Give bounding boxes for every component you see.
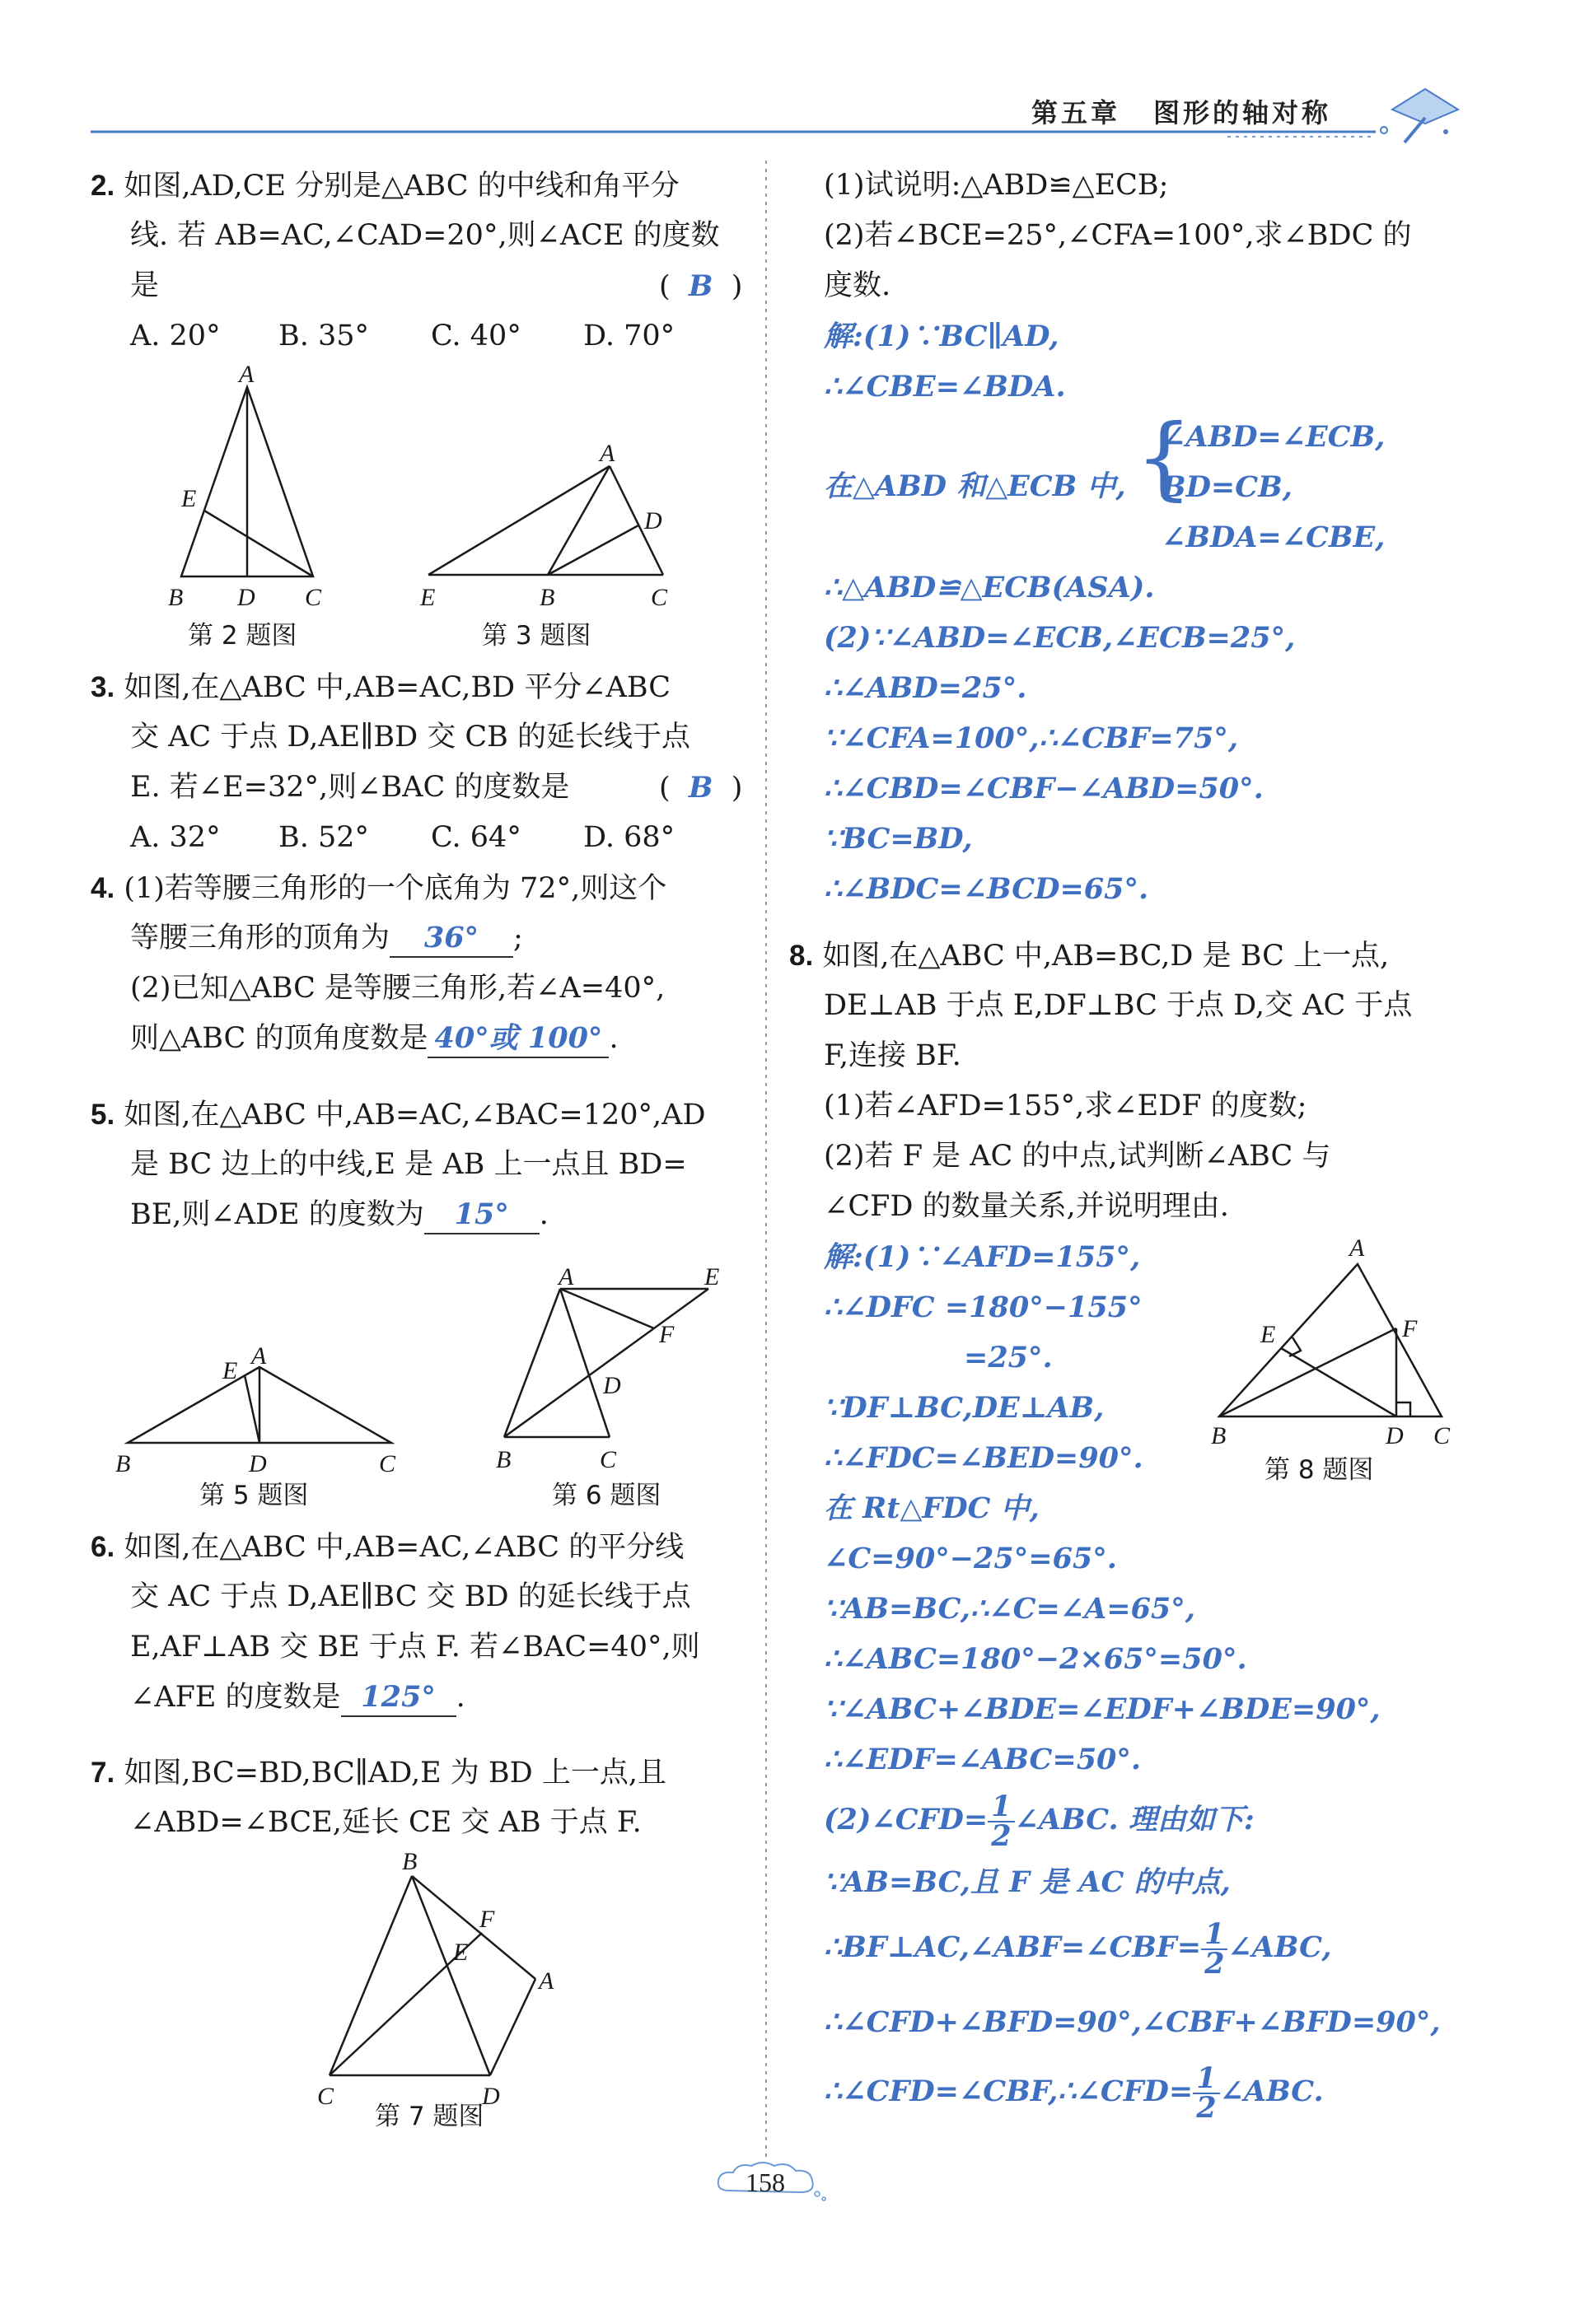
vertex-label: A	[251, 1342, 267, 1370]
answer-choice: B	[688, 771, 713, 805]
question-number: 8.	[789, 940, 814, 972]
figure-caption: 第 8 题图	[1264, 1455, 1374, 1485]
answer-blank: 40°或 100°	[428, 1020, 609, 1058]
vertex-label: D	[249, 1450, 267, 1477]
solution-line: (2)∵∠ABD=∠ECB,∠ECB=25°,	[824, 621, 1296, 655]
solution-line: BD=CB,	[1162, 470, 1293, 504]
answer-blank: 15°	[424, 1197, 540, 1234]
vertex-label: B	[540, 584, 555, 611]
solution-line: ∴BF⊥AC,∠ABF=∠CBF= $\frac{1}{2}$ ∠ABC,	[824, 1916, 1332, 1981]
vertex-label: D	[603, 1372, 621, 1399]
vertex-label: A	[559, 1263, 574, 1290]
question-6	[91, 1522, 684, 1573]
solution-line: ∵∠CFA=100°,∴∠CBF=75°,	[824, 721, 1239, 755]
question-text: (2)已知△ABC 是等腰三角形,若∠A=40°,	[130, 972, 666, 1005]
vertex-label: E	[181, 485, 197, 512]
vertex-label: C	[600, 1446, 617, 1473]
page-number: 158	[746, 2168, 785, 2197]
question-3	[91, 662, 671, 713]
fraction: $\frac{1}{2}$	[1201, 1920, 1227, 1978]
figure-caption: 第 6 题图	[552, 1481, 661, 1510]
solution-line: ∴∠CFD+∠BFD=90°,∠CBF+∠BFD=90°,	[824, 2005, 1441, 2039]
pencil-cap-icon	[1367, 72, 1466, 147]
solution-line: ∴∠CBE=∠BDA.	[824, 370, 1066, 404]
solution-line: (2)∠CFD= $\frac{1}{2}$ ∠ABC. 理由如下:	[824, 1789, 1255, 1853]
solution-line: =25°.	[964, 1341, 1053, 1374]
question-text: 如图,AD,CE 分别是△ABC 的中线和角平分	[124, 170, 680, 203]
answer-choice: B	[688, 269, 713, 303]
answer-paren: ( B )	[659, 771, 743, 805]
vertex-label: A	[600, 440, 615, 467]
question-text: ∠CFD 的数量关系,并说明理由.	[824, 1190, 1229, 1223]
solution-line: ∴∠EDF=∠ABC=50°.	[824, 1743, 1142, 1776]
chapter-label: 第五章	[1031, 97, 1121, 128]
solution-line: ∵AB=BC,∴∠C=∠A=65°,	[824, 1592, 1195, 1626]
question-text: BE,则∠ADE 的度数为 15° .	[130, 1190, 549, 1240]
solution-line: ∴∠ABD=25°.	[824, 671, 1027, 705]
vertex-label: C	[1433, 1422, 1451, 1449]
vertex-label: F	[659, 1321, 675, 1348]
solution-line: 在 Rt△FDC 中,	[824, 1491, 1040, 1525]
question-text: 如图,在△ABC 中,AB=BC,D 是 BC 上一点,	[822, 940, 1390, 973]
question-number: 7.	[91, 1757, 115, 1789]
question-number: 5.	[91, 1099, 115, 1131]
vertex-label: C	[317, 2083, 334, 2108]
solution-line: 解:(1)∵∠AFD=155°,	[824, 1240, 1141, 1274]
figure-8	[1211, 1231, 1458, 1454]
question-number: 4.	[91, 872, 115, 904]
question-text: 度数.	[824, 269, 891, 302]
solution-line: ∠C=90°−25°=65°.	[824, 1542, 1117, 1575]
vertex-label: F	[479, 1906, 495, 1933]
question-text: 是 BC 边上的中线,E 是 AB 上一点且 BD=	[130, 1148, 687, 1181]
vertex-label: C	[651, 584, 668, 611]
solution-line: ∵BC=BD,	[824, 822, 973, 856]
figure-7	[305, 1845, 585, 2108]
question-7	[91, 1748, 666, 1799]
solution-line: ∠ABD=∠ECB,	[1162, 420, 1386, 454]
question-text: (2)若 F 是 AC 的中点,试判断∠ABC 与	[824, 1140, 1331, 1173]
solution-line: ∠BDA=∠CBE,	[1162, 520, 1386, 554]
vertex-label: B	[402, 1848, 418, 1875]
question-5	[91, 1090, 706, 1141]
question-text: 交 AC 于点 D,AE∥BC 交 BD 的延长线于点	[130, 1580, 691, 1613]
vertex-label: A	[1349, 1234, 1365, 1262]
question-number: 6.	[91, 1531, 115, 1563]
solution-line: ∴∠ABC=180°−2×65°=50°.	[824, 1642, 1247, 1676]
solution-line: 解:(1)∵BC∥AD,	[824, 320, 1059, 353]
option: D. 68°	[583, 821, 675, 854]
option: A. 20°	[130, 320, 221, 352]
solution-line: ∴∠CFD=∠CBF,∴∠CFD= $\frac{1}{2}$ ∠ABC.	[824, 2060, 1324, 2125]
vertex-label: A	[539, 1967, 554, 1995]
question-text: DE⊥AB 于点 E,DF⊥BC 于点 D,交 AC 于点	[824, 989, 1413, 1022]
question-text: 如图,在△ABC 中,AB=AC,BD 平分∠ABC	[124, 671, 671, 704]
question-text: 线. 若 AB=AC,∠CAD=20°,则∠ACE 的度数	[130, 219, 720, 252]
vertex-label: B	[496, 1446, 512, 1473]
answer-blank: 36°	[390, 920, 513, 958]
vertex-label: D	[644, 507, 662, 534]
question-text: 则△ABC 的顶角度数是 40°或 100° .	[130, 1014, 619, 1064]
figure-3	[412, 428, 692, 618]
vertex-label: D	[482, 2083, 500, 2108]
option: A. 32°	[130, 821, 221, 854]
solution-line: ∴∠FDC=∠BED=90°.	[824, 1441, 1143, 1475]
solution-line: ∵DF⊥BC,DE⊥AB,	[824, 1391, 1105, 1425]
vertex-label: B	[115, 1450, 131, 1477]
vertex-label: D	[237, 584, 255, 611]
vertex-label: E	[704, 1263, 720, 1290]
question-8	[789, 931, 1389, 982]
question-text: 交 AC 于点 D,AE∥BD 交 CB 的延长线于点	[130, 721, 691, 754]
solution-line: ∴∠DFC =180°−155°	[824, 1290, 1143, 1324]
question-text: ∠ABD=∠BCE,延长 CE 交 AB 于点 F.	[130, 1806, 642, 1839]
vertex-label: F	[1402, 1315, 1418, 1342]
solution-line: ∴∠BDC=∠BCD=65°.	[824, 872, 1149, 906]
question-text: F,连接 BF.	[824, 1039, 961, 1072]
system-brace: {	[1135, 404, 1193, 510]
solution-line: ∵AB=BC,且 F 是 AC 的中点,	[824, 1865, 1231, 1899]
figure-5	[107, 1318, 412, 1482]
vertex-label: C	[305, 584, 322, 611]
vertex-label: D	[1386, 1422, 1404, 1449]
solution-line: ∵∠ABC+∠BDE=∠EDF+∠BDE=90°,	[824, 1692, 1381, 1726]
question-text: E. 若∠E=32°,则∠BAC 的度数是	[130, 771, 570, 804]
vertex-label: E	[222, 1357, 238, 1384]
figure-caption: 第 3 题图	[482, 621, 591, 651]
option: D. 70°	[583, 320, 675, 352]
question-text: 是	[130, 269, 160, 302]
figure-caption: 第 7 题图	[375, 2102, 484, 2131]
solution-line: 在△ABD 和△ECB 中,	[824, 469, 1126, 503]
question-text: E,AF⊥AB 交 BE 于点 F. 若∠BAC=40°,则	[130, 1631, 700, 1664]
question-text: ∠AFE 的度数是 125° .	[130, 1673, 465, 1723]
option: C. 64°	[431, 821, 521, 854]
question-text: (1)若等腰三角形的一个底角为 72°,则这个	[124, 872, 667, 905]
vertex-label: B	[1211, 1422, 1227, 1449]
vertex-label: B	[168, 584, 184, 611]
question-number: 3.	[91, 671, 115, 703]
figure-caption: 第 5 题图	[199, 1481, 309, 1510]
question-text: (1)试说明:△ABD≌△ECB;	[824, 169, 1169, 202]
question-4	[91, 863, 666, 914]
question-number: 2.	[91, 170, 115, 202]
solution-line: ∴△ABD≌△ECB(ASA).	[824, 571, 1155, 604]
option: B. 52°	[278, 821, 370, 854]
vertex-label: C	[379, 1450, 396, 1477]
answer-blank: 125°	[341, 1679, 456, 1717]
fraction: $\frac{1}{2}$	[1193, 2065, 1219, 2122]
vertex-label: E	[420, 584, 436, 611]
question-2	[91, 161, 680, 212]
column-divider	[764, 161, 768, 2162]
figure-6	[486, 1252, 750, 1482]
option: B. 35°	[278, 320, 370, 352]
figure-caption: 第 2 题图	[188, 621, 297, 651]
fraction: $\frac{1}{2}$	[988, 1793, 1014, 1850]
question-text: (1)若∠AFD=155°,求∠EDF 的度数;	[824, 1090, 1307, 1122]
chapter-title: 图形的轴对称	[1153, 97, 1332, 128]
answer-paren: ( B )	[659, 269, 743, 303]
figure-2	[157, 362, 338, 626]
vertex-label: A	[239, 362, 255, 388]
vertex-label: E	[1260, 1321, 1276, 1348]
question-text: 等腰三角形的顶角为 36° ;	[130, 913, 523, 964]
question-text: 如图,在△ABC 中,AB=AC,∠ABC 的平分线	[124, 1531, 685, 1564]
vertex-label: E	[453, 1939, 469, 1966]
option: C. 40°	[431, 320, 521, 352]
header	[0, 0, 1580, 148]
question-text: (2)若∠BCE=25°,∠CFA=100°,求∠BDC 的	[824, 219, 1412, 252]
solution-line: ∴∠CBD=∠CBF−∠ABD=50°.	[824, 772, 1264, 805]
question-text: 如图,BC=BD,BC∥AD,E 为 BD 上一点,且	[124, 1757, 666, 1790]
question-text: 如图,在△ABC 中,AB=AC,∠BAC=120°,AD	[124, 1099, 706, 1132]
